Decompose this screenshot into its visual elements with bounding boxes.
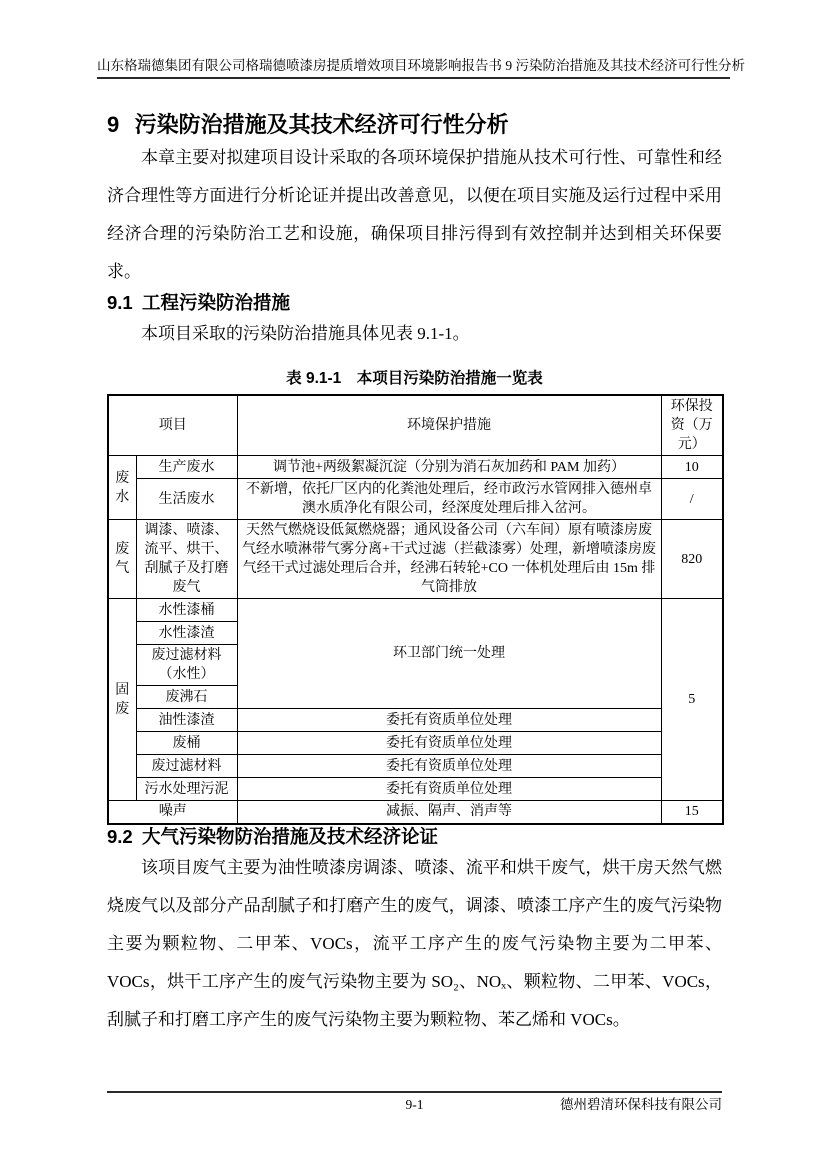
- paragraph-table-lead: 本项目采取的污染防治措施具体见表 9.1-1。: [141, 324, 470, 343]
- cell-investment: 820: [661, 520, 723, 599]
- cell-item: 废桶: [136, 732, 237, 755]
- cell-category-wastewater: 废水: [108, 456, 136, 520]
- cell-measure: 不新增，依托厂区内的化粪池处理后，经市政污水管网排入德州卓澳水质净化有限公司，经深度处理后排入岔河。: [237, 479, 661, 520]
- cell-category-solid-waste: 固废: [108, 599, 136, 801]
- footer-company-name: 德州碧清环保科技有限公司: [560, 1097, 722, 1112]
- cell-item-noise: 噪声: [108, 801, 237, 824]
- cell-investment: /: [661, 479, 723, 520]
- section-title: 工程污染防治措施: [141, 292, 290, 313]
- table-row: [108, 709, 723, 732]
- cell-item: 污水处理污泥: [136, 778, 237, 801]
- cell-item: 废沸石: [136, 686, 237, 709]
- cell-item: 水性漆渣: [136, 622, 237, 645]
- table-caption: 表 9.1-1 本项目污染防治措施一览表: [286, 370, 543, 387]
- cell-item: 调漆、喷漆、流平、烘干、刮腻子及打磨废气: [136, 520, 237, 599]
- cell-investment: 15: [661, 801, 723, 824]
- cell-category-gas: 废气: [108, 520, 136, 599]
- page-number: 9-1: [405, 1097, 424, 1112]
- cell-measure: 委托有资质单位处理: [237, 755, 661, 778]
- cell-item: 生活废水: [136, 479, 237, 520]
- cell-measure: 天然气燃烧设低氮燃烧器；通风设备公司（六车间）原有喷漆房废气经水喷淋带气雾分离+干式过滤（拦截漆雾）处理，新增喷漆房废气经干式过滤处理后合并，经沸石转轮+CO 一体机处理后由 15m 排气筒排放: [237, 520, 661, 599]
- table-row: [108, 479, 723, 520]
- table-row: [108, 599, 723, 622]
- cell-measure: 调节池+两级絮凝沉淀（分别为消石灰加药和 PAM 加药）: [237, 456, 661, 479]
- section-title: 污染防治措施及其技术经济可行性分析: [134, 112, 509, 137]
- header-cell-item: 项目: [108, 395, 237, 456]
- cell-item: 废过滤材料: [136, 755, 237, 778]
- header-title: 山东格瑞德集团有限公司格瑞德喷漆房提质增效项目环境影响报告书 9 污染防治措施及其技术经济可行性分析: [97, 58, 745, 73]
- section-number: 9.1: [107, 292, 133, 313]
- header-cell-measure: 环境保护措施: [237, 395, 661, 456]
- table-row: [108, 778, 723, 801]
- cell-item: 废过滤材料（水性）: [136, 645, 237, 686]
- table-row: [108, 520, 723, 599]
- cell-item: 油性漆渣: [136, 709, 237, 732]
- paragraph-intro: 本章主要对拟建项目设计采取的各项环境保护措施从技术可行性、可靠性和经济合理性等方面进行分析论证并提出改善意见，以便在项目实施及运行过程中采用经济合理的污染防治工艺和设施，确保项目排污得到有效控制并达到相关环保要求。: [107, 148, 722, 281]
- cell-measure: 委托有资质单位处理: [237, 732, 661, 755]
- cell-measure-sanitation: 环卫部门统一处理: [237, 599, 661, 709]
- table-row: [108, 801, 723, 824]
- table-header-row: [108, 395, 723, 456]
- section-title: 大气污染物防治措施及技术经济论证: [141, 825, 438, 847]
- page-content: [0, 111, 827, 1039]
- cell-measure: 减振、隔声、消声等: [237, 801, 661, 824]
- cell-investment: 10: [661, 456, 723, 479]
- cell-measure: 委托有资质单位处理: [237, 778, 661, 801]
- section-heading-9-1: [107, 291, 722, 315]
- table-row: [108, 456, 723, 479]
- page-header: [97, 57, 745, 79]
- section-number: 9: [107, 112, 120, 137]
- table-row: [108, 755, 723, 778]
- cell-item: 水性漆桶: [136, 599, 237, 622]
- page-footer: [107, 1091, 722, 1113]
- cell-item: 生产废水: [136, 456, 237, 479]
- pollution-measures-table: [107, 394, 724, 825]
- header-cell-investment: 环保投资（万元）: [661, 395, 723, 456]
- section-heading-9: [107, 111, 722, 139]
- cell-investment-solid: 5: [661, 599, 723, 801]
- section-heading-9-2: [107, 825, 722, 849]
- paragraph-air-pollution: 该项目废气主要为油性喷漆房调漆、喷漆、流平和烘干废气，烘干房天然气燃烧废气以及部分产品刮腻子和打磨产生的废气，调漆、喷漆工序产生的废气污染物主要为颗粒物、二甲苯、VOCs，流平工序产生的废气污染物主要为二甲苯、VOCs，烘干工序产生的废气污染物主要为 SO₂、NOₓ、颗粒物、二甲苯、VOCs，刮腻子和打磨工序产生的废气污染物主要为颗粒物、苯乙烯和 VOCs。: [107, 857, 722, 1029]
- cell-measure: 委托有资质单位处理: [237, 709, 661, 732]
- section-number: 9.2: [107, 825, 133, 847]
- table-row: [108, 732, 723, 755]
